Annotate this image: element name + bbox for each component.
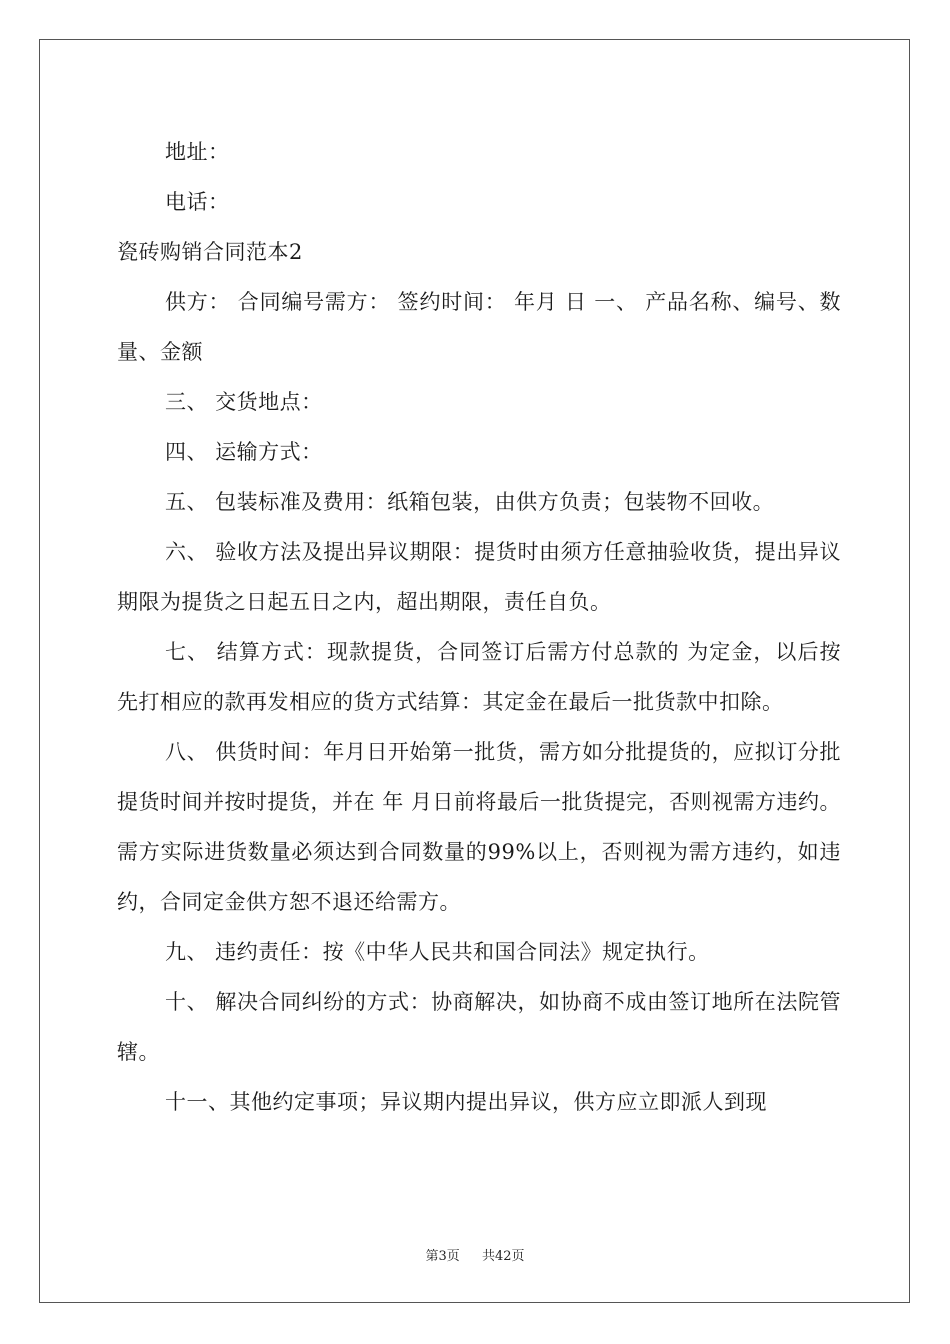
page-footer [0, 1245, 950, 1264]
paragraph-packaging: 五、 包装标准及费用：纸箱包装，由供方负责；包装物不回收。 [165, 490, 775, 514]
paragraph-transport: 四、 运输方式： [165, 440, 323, 464]
paragraph-other-terms: 十一、其他约定事项；异议期内提出异议，供方应立即派人到现 [165, 1090, 767, 1114]
section-heading: 瓷砖购销合同范本2 [117, 240, 303, 264]
paragraph-liability: 九、 违约责任：按《中华人民共和国合同法》规定执行。 [165, 940, 710, 964]
paragraph-disputes: 十、 解决合同纠纷的方式：协商解决，如协商不成由签订地所在法院管辖。 [117, 990, 841, 1064]
page-number: 第3页 [425, 1249, 460, 1264]
paragraph-phone: 电话： [165, 190, 230, 214]
paragraph-supply-time: 八、 供货时间：年月日开始第一批货，需方如分批提货的，应拟订分批提货时间并按时提货，并在 年 月日前将最后一批货提完，否则视需方违约。需方实际进货数量必须达到合同数量的99%以上，否则视为需方违约，如违约，合同定金供方恕不退还给需方。 [117, 740, 841, 914]
paragraph-delivery-location: 三、 交货地点： [165, 390, 323, 414]
paragraph-address: 地址： [165, 140, 230, 164]
total-pages: 共42页 [482, 1249, 525, 1264]
paragraph-settlement: 七、 结算方式：现款提货，合同签订后需方付总款的 为定金，以后按先打相应的款再发相应的货方式结算：其定金在最后一批货款中扣除。 [117, 640, 841, 714]
paragraph-inspection: 六、 验收方法及提出异议期限：提货时由须方任意抽验收货，提出异议期限为提货之日起五日之内，超出期限，责任自负。 [117, 540, 841, 614]
document-body [117, 127, 841, 1127]
paragraph-parties: 供方： 合同编号需方： 签约时间： 年月 日 一、 产品名称、编号、数量、金额 [117, 290, 841, 364]
